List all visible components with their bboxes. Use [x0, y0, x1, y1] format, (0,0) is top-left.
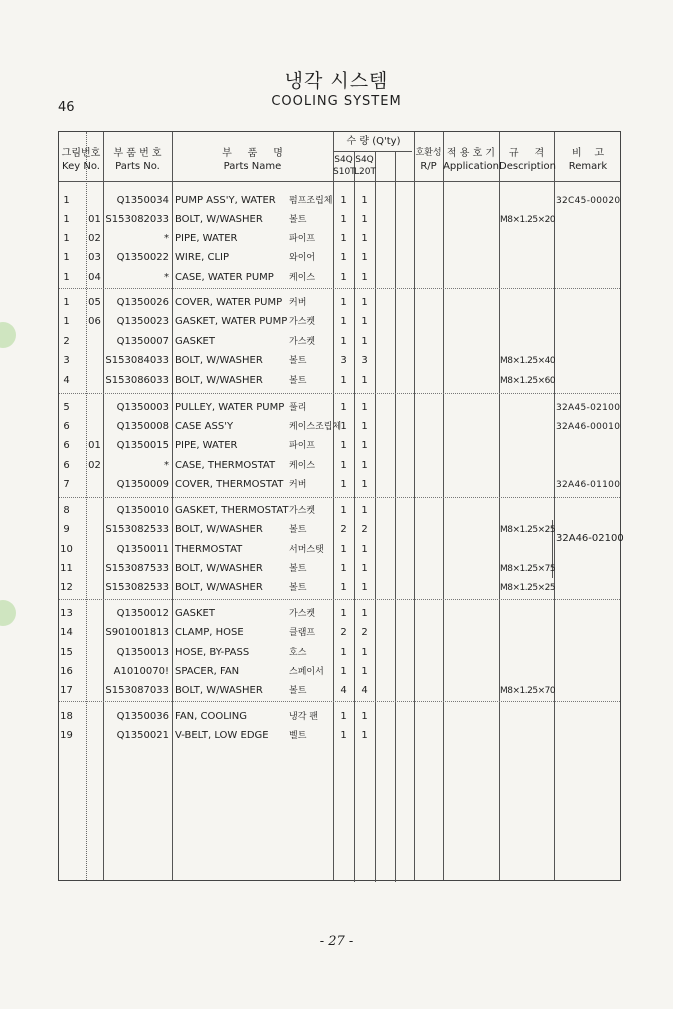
row-26-q1: 1 — [340, 711, 347, 722]
row-15-name: COVER, THERMOSTAT — [175, 479, 284, 490]
row-26-name: FAN, COOLING — [175, 711, 247, 722]
row-22-key: 14 — [60, 627, 73, 638]
row-14-sub: 02 — [88, 460, 101, 471]
row-24-key: 16 — [60, 666, 73, 677]
row-14-key: 6 — [63, 460, 70, 471]
col-header-remark: 비 고 Remark — [568, 148, 608, 172]
row-4-q1: 1 — [340, 252, 347, 263]
row-26-q2: 1 — [361, 711, 368, 722]
row-17-desc: M8×1.25×25 — [500, 525, 556, 535]
row-1-name-ko: 펌프조립체 — [289, 196, 333, 206]
row-23-q1: 1 — [340, 647, 347, 658]
row-17-name-ko: 볼트 — [289, 525, 307, 535]
row-13-name: PIPE, WATER — [175, 440, 238, 451]
row-10-q2: 1 — [361, 375, 368, 386]
row-13-key: 6 — [63, 440, 70, 451]
row-8-part-no: Q1350007 — [116, 336, 169, 347]
row-2-part-no: S153082033 — [105, 214, 169, 225]
row-4-q2: 1 — [361, 252, 368, 263]
row-10-key: 4 — [63, 375, 70, 386]
row-27-name: V-BELT, LOW EDGE — [175, 730, 269, 741]
row-12-q1: 1 — [340, 421, 347, 432]
row-24-part-no: A1010070! — [113, 666, 169, 677]
row-27-part-no: Q1350021 — [116, 730, 169, 741]
row-9-key: 3 — [63, 355, 70, 366]
binder-hole-top — [0, 322, 16, 348]
row-19-desc: M8×1.25×75 — [500, 564, 556, 574]
row-24-name: SPACER, FAN — [175, 666, 240, 677]
row-16-part-no: Q1350010 — [116, 505, 169, 516]
row-18-name-ko: 서머스탯 — [289, 545, 324, 555]
row-11-name-ko: 풀리 — [289, 403, 307, 413]
row-22-name-ko: 클램프 — [289, 628, 316, 638]
row-25-name-ko: 볼트 — [289, 686, 307, 696]
row-25-desc: M8×1.25×70 — [500, 686, 556, 696]
col-header-qty-l20t: S4Q L20T — [354, 155, 376, 177]
row-3-name: PIPE, WATER — [175, 233, 238, 244]
col-header-application: 적 용 호 기 Application — [443, 148, 499, 172]
row-7-name: GASKET, WATER PUMP — [175, 316, 288, 327]
col-header-rp: 호환성 R/P — [415, 148, 442, 172]
row-11-q1: 1 — [340, 402, 347, 413]
row-20-part-no: S153082533 — [105, 582, 169, 593]
row-12-remark: 32A46-00010 — [556, 422, 621, 432]
row-14-name-ko: 케이스 — [289, 461, 316, 471]
bracket-remark: 32A46-02100 — [556, 533, 624, 544]
row-1-q1: 1 — [340, 195, 347, 206]
row-4-name: WIRE, CLIP — [175, 252, 229, 263]
row-13-q2: 1 — [361, 440, 368, 451]
row-15-name-ko: 커버 — [289, 480, 307, 490]
row-4-sub: 03 — [88, 252, 101, 263]
row-6-key: 1 — [63, 297, 70, 308]
row-19-name: BOLT, W/WASHER — [175, 563, 263, 574]
page-number: 46 — [58, 100, 75, 115]
row-3-key: 1 — [63, 233, 70, 244]
row-13-sub: 01 — [88, 440, 101, 451]
row-25-name: BOLT, W/WASHER — [175, 685, 263, 696]
row-6-part-no: Q1350026 — [116, 297, 169, 308]
row-9-q1: 3 — [340, 355, 347, 366]
row-8-key: 2 — [63, 336, 70, 347]
row-9-name-ko: 볼트 — [289, 356, 307, 366]
row-18-q2: 1 — [361, 544, 368, 555]
row-5-key: 1 — [63, 272, 70, 283]
row-7-q1: 1 — [340, 316, 347, 327]
row-7-q2: 1 — [361, 316, 368, 327]
row-24-q1: 1 — [340, 666, 347, 677]
row-22-q1: 2 — [340, 627, 347, 638]
row-24-name-ko: 스페이서 — [289, 667, 324, 677]
row-23-key: 15 — [60, 647, 73, 658]
row-15-part-no: Q1350009 — [116, 479, 169, 490]
row-1-name: PUMP ASS'Y, WATER — [175, 195, 276, 206]
row-24-q2: 1 — [361, 666, 368, 677]
row-5-part-no: * — [164, 272, 169, 283]
row-8-name-ko: 가스켓 — [289, 337, 316, 347]
row-4-part-no: Q1350022 — [116, 252, 169, 263]
row-22-part-no: S901001813 — [105, 627, 169, 638]
row-23-part-no: Q1350013 — [116, 647, 169, 658]
row-21-name: GASKET — [175, 608, 215, 619]
row-18-key: 10 — [60, 544, 73, 555]
row-23-q2: 1 — [361, 647, 368, 658]
row-20-desc: M8×1.25×25 — [500, 583, 556, 593]
row-16-q2: 1 — [361, 505, 368, 516]
row-25-part-no: S153087033 — [105, 685, 169, 696]
row-27-q1: 1 — [340, 730, 347, 741]
parts-table — [58, 131, 624, 881]
row-15-remark: 32A46-01100 — [556, 480, 621, 490]
row-12-name-ko: 케이스조립체 — [289, 422, 342, 432]
row-14-q1: 1 — [340, 460, 347, 471]
page-title-korean: 냉각 시스템 — [284, 70, 389, 92]
col-header-qty: 수 량 (Q'ty) — [346, 136, 401, 147]
row-3-part-no: * — [164, 233, 169, 244]
row-19-q2: 1 — [361, 563, 368, 574]
col-header-key-no: 그림번호 Key No. — [61, 148, 101, 172]
row-16-q1: 1 — [340, 505, 347, 516]
row-19-part-no: S153087533 — [105, 563, 169, 574]
row-17-q1: 2 — [340, 524, 347, 535]
row-20-key: 12 — [60, 582, 73, 593]
row-1-remark: 32C45-00020 — [556, 196, 621, 206]
row-9-desc: M8×1.25×40 — [500, 356, 556, 366]
row-20-name-ko: 볼트 — [289, 583, 307, 593]
row-16-name-ko: 가스켓 — [289, 506, 316, 516]
row-5-name-ko: 케이스 — [289, 273, 316, 283]
row-17-key: 9 — [63, 524, 70, 535]
row-7-sub: 06 — [88, 316, 101, 327]
row-6-q1: 1 — [340, 297, 347, 308]
row-27-name-ko: 벨트 — [289, 731, 307, 741]
row-11-part-no: Q1350003 — [116, 402, 169, 413]
row-2-desc: M8×1.25×20 — [500, 215, 556, 225]
row-20-name: BOLT, W/WASHER — [175, 582, 263, 593]
row-16-key: 8 — [63, 505, 70, 516]
row-27-key: 19 — [60, 730, 73, 741]
row-14-name: CASE, THERMOSTAT — [175, 460, 276, 471]
page-footer: - 27 - — [319, 934, 354, 949]
col-header-parts-no: 부 품 번 호 Parts No. — [113, 148, 162, 172]
row-27-q2: 1 — [361, 730, 368, 741]
row-7-name-ko: 가스켓 — [289, 317, 316, 327]
row-9-name: BOLT, W/WASHER — [175, 355, 263, 366]
col-header-description: 규 격 Description — [499, 148, 556, 172]
row-3-q2: 1 — [361, 233, 368, 244]
row-13-q1: 1 — [340, 440, 347, 451]
row-21-name-ko: 가스켓 — [289, 609, 316, 619]
row-18-part-no: Q1350011 — [116, 544, 169, 555]
row-25-key: 17 — [60, 685, 73, 696]
row-8-q2: 1 — [361, 336, 368, 347]
binder-hole-bottom — [0, 600, 16, 626]
row-25-q1: 4 — [340, 685, 347, 696]
row-17-part-no: S153082533 — [105, 524, 169, 535]
row-18-q1: 1 — [340, 544, 347, 555]
row-10-desc: M8×1.25×60 — [500, 376, 556, 386]
row-3-sub: 02 — [88, 233, 101, 244]
row-15-q1: 1 — [340, 479, 347, 490]
row-9-q2: 3 — [361, 355, 368, 366]
row-13-part-no: Q1350015 — [116, 440, 169, 451]
row-4-name-ko: 와이어 — [289, 253, 316, 263]
row-21-q2: 1 — [361, 608, 368, 619]
row-12-q2: 1 — [361, 421, 368, 432]
row-25-q2: 4 — [361, 685, 368, 696]
row-16-name: GASKET, THERMOSTAT — [175, 505, 289, 516]
col-header-parts-name: 부 품 명 Parts Name — [222, 148, 283, 172]
row-6-q2: 1 — [361, 297, 368, 308]
row-21-key: 13 — [60, 608, 73, 619]
row-14-q2: 1 — [361, 460, 368, 471]
row-19-key: 11 — [60, 563, 73, 574]
row-19-name-ko: 볼트 — [289, 564, 307, 574]
row-2-q2: 1 — [361, 214, 368, 225]
row-11-key: 5 — [63, 402, 70, 413]
row-10-name-ko: 볼트 — [289, 376, 307, 386]
row-23-name: HOSE, BY-PASS — [175, 647, 250, 658]
row-1-key: 1 — [63, 195, 70, 206]
row-21-part-no: Q1350012 — [116, 608, 169, 619]
row-23-name-ko: 호스 — [289, 648, 307, 658]
row-1-q2: 1 — [361, 195, 368, 206]
row-8-name: GASKET — [175, 336, 215, 347]
row-22-name: CLAMP, HOSE — [175, 627, 244, 638]
row-12-key: 6 — [63, 421, 70, 432]
row-20-q2: 1 — [361, 582, 368, 593]
row-6-name: COVER, WATER PUMP — [175, 297, 283, 308]
row-10-name: BOLT, W/WASHER — [175, 375, 263, 386]
row-15-q2: 1 — [361, 479, 368, 490]
row-11-q2: 1 — [361, 402, 368, 413]
page-title-english: COOLING SYSTEM — [271, 94, 402, 109]
row-2-sub: 01 — [88, 214, 101, 225]
row-26-key: 18 — [60, 711, 73, 722]
row-8-q1: 1 — [340, 336, 347, 347]
row-6-name-ko: 커버 — [289, 298, 307, 308]
row-5-sub: 04 — [88, 272, 101, 283]
row-13-name-ko: 파이프 — [289, 441, 316, 451]
row-15-key: 7 — [63, 479, 70, 490]
row-12-part-no: Q1350008 — [116, 421, 169, 432]
row-2-name-ko: 볼트 — [289, 215, 307, 225]
row-10-part-no: S153086033 — [105, 375, 169, 386]
row-22-q2: 2 — [361, 627, 368, 638]
row-3-q1: 1 — [340, 233, 347, 244]
row-10-q1: 1 — [340, 375, 347, 386]
row-26-name-ko: 냉각 팬 — [289, 712, 318, 722]
row-9-part-no: S153084033 — [105, 355, 169, 366]
row-7-key: 1 — [63, 316, 70, 327]
row-21-q1: 1 — [340, 608, 347, 619]
row-7-part-no: Q1350023 — [116, 316, 169, 327]
row-19-q1: 1 — [340, 563, 347, 574]
row-14-part-no: * — [164, 460, 169, 471]
row-2-key: 1 — [63, 214, 70, 225]
row-5-name: CASE, WATER PUMP — [175, 272, 274, 283]
row-5-q1: 1 — [340, 272, 347, 283]
row-6-sub: 05 — [88, 297, 101, 308]
row-26-part-no: Q1350036 — [116, 711, 169, 722]
row-2-q1: 1 — [340, 214, 347, 225]
row-18-name: THERMOSTAT — [175, 544, 243, 555]
row-11-name: PULLEY, WATER PUMP — [175, 402, 285, 413]
row-1-part-no: Q1350034 — [116, 195, 169, 206]
row-12-name: CASE ASS'Y — [175, 421, 234, 432]
row-5-q2: 1 — [361, 272, 368, 283]
row-20-q1: 1 — [340, 582, 347, 593]
row-11-remark: 32A45-02100 — [556, 403, 621, 413]
row-17-q2: 2 — [361, 524, 368, 535]
row-4-key: 1 — [63, 252, 70, 263]
row-17-name: BOLT, W/WASHER — [175, 524, 263, 535]
col-header-qty-s10t: S4Q S10T — [333, 155, 356, 177]
row-2-name: BOLT, W/WASHER — [175, 214, 263, 225]
row-3-name-ko: 파이프 — [289, 234, 316, 244]
